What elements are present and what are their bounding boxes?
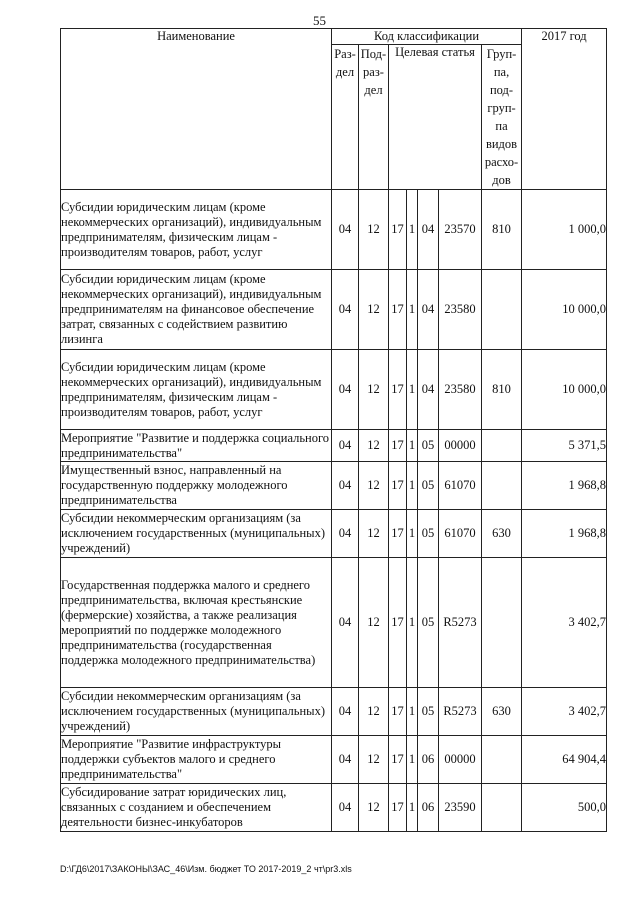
header-target: Целевая статья xyxy=(389,45,482,190)
row-expense-group xyxy=(482,462,522,510)
row-target-program: 17 xyxy=(389,430,407,462)
row-section: 04 xyxy=(332,736,359,784)
row-section: 04 xyxy=(332,430,359,462)
row-expense-group xyxy=(482,270,522,350)
row-expense-group: 810 xyxy=(482,350,522,430)
row-amount: 10 000,0 xyxy=(522,350,607,430)
page-number: 55 xyxy=(313,13,326,28)
row-target-subprogram: 1 xyxy=(407,462,418,510)
row-name: Субсидии юридическим лицам (кроме некоммерческих организаций), индивидуальным предпринимателям, физическим лицам - производителям товаров, работ, услуг xyxy=(61,190,332,270)
row-section: 04 xyxy=(332,190,359,270)
row-section: 04 xyxy=(332,558,359,688)
row-subsection: 12 xyxy=(359,784,389,832)
row-target-direction: 23580 xyxy=(439,270,482,350)
row-target-program: 17 xyxy=(389,350,407,430)
row-target-direction: 00000 xyxy=(439,430,482,462)
row-target-program: 17 xyxy=(389,270,407,350)
row-section: 04 xyxy=(332,688,359,736)
row-amount: 1 968,8 xyxy=(522,510,607,558)
table-row xyxy=(61,736,607,784)
row-target-subprogram: 1 xyxy=(407,430,418,462)
row-amount: 5 371,5 xyxy=(522,430,607,462)
header-expense-group: Груп- па, под- груп- па видов расхо- дов xyxy=(484,47,519,187)
row-amount: 10 000,0 xyxy=(522,270,607,350)
row-target-direction: 00000 xyxy=(439,736,482,784)
table-row xyxy=(61,190,607,270)
row-subsection: 12 xyxy=(359,558,389,688)
row-target-activity: 05 xyxy=(418,558,439,688)
row-section: 04 xyxy=(332,270,359,350)
row-subsection: 12 xyxy=(359,688,389,736)
row-amount: 3 402,7 xyxy=(522,688,607,736)
row-expense-group xyxy=(482,784,522,832)
row-section: 04 xyxy=(332,510,359,558)
table-row xyxy=(61,558,607,688)
row-target-direction: 23580 xyxy=(439,350,482,430)
row-target-subprogram: 1 xyxy=(407,558,418,688)
row-target-activity: 05 xyxy=(418,462,439,510)
header-subsection: Под- раз- дел xyxy=(360,47,387,97)
row-expense-group xyxy=(482,430,522,462)
row-target-subprogram: 1 xyxy=(407,190,418,270)
row-target-direction: 23590 xyxy=(439,784,482,832)
row-name: Имущественный взнос, направленный на государственную поддержку молодежного предпринимательства xyxy=(61,462,332,510)
row-target-subprogram: 1 xyxy=(407,688,418,736)
row-name: Мероприятие "Развитие инфраструктуры поддержки субъектов малого и среднего предпринимательства" xyxy=(61,736,332,784)
row-name: Субсидии некоммерческим организациям (за исключением государственных (муниципальных) учреждений) xyxy=(61,510,332,558)
header-year: 2017 год xyxy=(522,29,607,190)
row-section: 04 xyxy=(332,350,359,430)
row-name: Субсидии юридическим лицам (кроме некоммерческих организаций), индивидуальным предпринимателям на финансовое обеспечение затрат, связанных с содействием развитию лизинга xyxy=(61,270,332,350)
header-section: Раз- дел xyxy=(334,47,356,79)
row-target-activity: 05 xyxy=(418,688,439,736)
row-amount: 500,0 xyxy=(522,784,607,832)
row-subsection: 12 xyxy=(359,190,389,270)
row-target-program: 17 xyxy=(389,510,407,558)
row-target-activity: 04 xyxy=(418,350,439,430)
row-name: Мероприятие "Развитие и поддержка социального предпринимательства" xyxy=(61,430,332,462)
row-amount: 64 904,4 xyxy=(522,736,607,784)
row-subsection: 12 xyxy=(359,736,389,784)
row-expense-group: 810 xyxy=(482,190,522,270)
row-target-activity: 06 xyxy=(418,784,439,832)
table-row xyxy=(61,462,607,510)
row-target-program: 17 xyxy=(389,558,407,688)
row-subsection: 12 xyxy=(359,430,389,462)
row-expense-group xyxy=(482,558,522,688)
row-amount: 3 402,7 xyxy=(522,558,607,688)
table-row xyxy=(61,688,607,736)
table-row xyxy=(61,430,607,462)
row-target-subprogram: 1 xyxy=(407,784,418,832)
row-section: 04 xyxy=(332,462,359,510)
table-row xyxy=(61,350,607,430)
row-subsection: 12 xyxy=(359,270,389,350)
file-path-footer: D:\ГД6\2017\ЗАКОНЫ\ЗАС_46\Изм. бюджет ТО 2017-2019_2 чт\pr3.xls xyxy=(60,864,352,874)
row-target-activity: 06 xyxy=(418,736,439,784)
row-target-activity: 05 xyxy=(418,430,439,462)
row-expense-group: 630 xyxy=(482,688,522,736)
row-target-activity: 04 xyxy=(418,270,439,350)
row-target-direction: R5273 xyxy=(439,688,482,736)
row-target-program: 17 xyxy=(389,190,407,270)
row-expense-group: 630 xyxy=(482,510,522,558)
row-subsection: 12 xyxy=(359,510,389,558)
row-target-program: 17 xyxy=(389,784,407,832)
row-subsection: 12 xyxy=(359,350,389,430)
row-target-direction: 61070 xyxy=(439,510,482,558)
row-target-direction: 61070 xyxy=(439,462,482,510)
row-target-program: 17 xyxy=(389,688,407,736)
row-target-subprogram: 1 xyxy=(407,270,418,350)
row-name: Субсидирование затрат юридических лиц, связанных с созданием и обеспечением деятельности бизнес-инкубаторов xyxy=(61,784,332,832)
row-target-subprogram: 1 xyxy=(407,350,418,430)
row-target-program: 17 xyxy=(389,736,407,784)
row-amount: 1 000,0 xyxy=(522,190,607,270)
row-section: 04 xyxy=(332,784,359,832)
row-expense-group xyxy=(482,736,522,784)
row-name: Государственная поддержка малого и среднего предпринимательства, включая крестьянские (фермерские) хозяйства, а также реализация мероприятий по поддержке молодежного предпринимательства (государственная поддержка молодежного предпринимательства) xyxy=(61,558,332,688)
header-name: Наименование xyxy=(61,29,332,190)
row-subsection: 12 xyxy=(359,462,389,510)
row-name: Субсидии юридическим лицам (кроме некоммерческих организаций), индивидуальным предпринимателям, физическим лицам - производителям товаров, работ, услуг xyxy=(61,350,332,430)
budget-table xyxy=(60,28,607,832)
row-target-direction: 23570 xyxy=(439,190,482,270)
table-row xyxy=(61,784,607,832)
row-name: Субсидии некоммерческим организациям (за исключением государственных (муниципальных) учреждений) xyxy=(61,688,332,736)
row-target-subprogram: 1 xyxy=(407,510,418,558)
table-row xyxy=(61,270,607,350)
row-amount: 1 968,8 xyxy=(522,462,607,510)
table-row xyxy=(61,510,607,558)
row-target-activity: 05 xyxy=(418,510,439,558)
row-target-program: 17 xyxy=(389,462,407,510)
row-target-direction: R5273 xyxy=(439,558,482,688)
header-classification: Код классификации xyxy=(332,29,522,45)
row-target-activity: 04 xyxy=(418,190,439,270)
row-target-subprogram: 1 xyxy=(407,736,418,784)
